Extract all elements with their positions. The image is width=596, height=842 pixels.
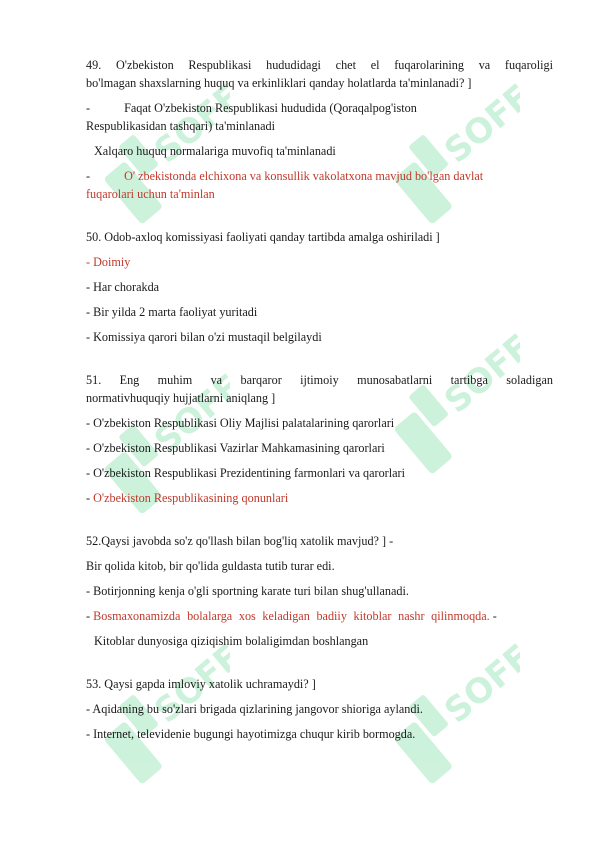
answer-49-c-cont: fuqarolari uchun ta'minlan — [86, 187, 215, 201]
answer-text: Faqat O'zbekiston Respublikasi hududida (Qoraqalpog'iston — [124, 101, 417, 115]
answer-49-a-cont: Respublikasidan tashqari) ta'minlanadi — [86, 119, 276, 133]
answer-53-b: - Internet, televidenie bugungi hayotimizga chuqur kirib bormogda. — [86, 727, 416, 741]
answer-50-a-correct: - Doimiy — [86, 255, 131, 269]
answer-50-d: - Komissiya qarori bilan o'zi mustaqil belgilaydi — [86, 330, 322, 344]
answer-51-b: - O'zbekiston Respublikasi Vazirlar Mahkamasining qarorlari — [86, 441, 385, 455]
answer-51-c: - O'zbekiston Respublikasi Prezidentining farmonlari va qarorlari — [86, 466, 405, 480]
svg-text:SOFF: SOFF — [147, 640, 230, 732]
question-51-cont: normativhuquqiy hujjatlarni aniqlang ] — [86, 391, 276, 405]
answer-51-d-correct — [86, 489, 553, 507]
svg-text:SOFF: SOFF — [147, 80, 230, 172]
answer-tail: - — [489, 609, 497, 623]
question-51: 51. Eng muhim va barqaror ijtimoiy munosabatlarni tartibga soladigan — [86, 373, 553, 387]
answer-51-a: - O'zbekiston Respublikasi Oliy Majlisi palatalarining qarorlari — [86, 416, 395, 430]
answer-text: O'zbekiston Respublikasining qonunlari — [93, 491, 289, 505]
question-50: 50. Odob-axloq komissiyasi faoliyati qanday tartibda amalga oshiriladi ] — [86, 230, 440, 244]
document-body — [86, 56, 553, 750]
answer-52-d: Kitoblar dunyosiga qiziqishim bolaligimdan boshlangan — [94, 634, 369, 648]
answer-dash: - — [86, 491, 94, 505]
answer-dash: - — [86, 169, 91, 183]
answer-49-a — [86, 99, 553, 117]
answer-dash: - — [86, 609, 94, 623]
answer-50-b: - Har chorakda — [86, 280, 160, 294]
answer-52-c-correct — [86, 607, 553, 625]
answer-52-b: - Botirjonning kenja o'gli sportning karate turi bilan shug'ullanadi. — [86, 584, 409, 598]
answer-49-b: Xalqaro huquq normalariga muvofiq ta'minlanadi — [94, 144, 336, 158]
question-49: 49. O'zbekiston Respublikasi hududidagi chet el fuqarolarining va fuqaroligi — [86, 58, 553, 72]
question-53: 53. Qaysi gapda imloviy xatolik uchramaydi? ] — [86, 677, 316, 691]
answer-text: O' zbekistonda elchixona va konsullik vakolatxona mavjud bo'lgan davlat — [124, 169, 484, 183]
answer-52-a: Bir qolida kitob, bir qo'lida guldasta tutib turar edi. — [86, 559, 335, 573]
answer-53-a: - Aqidaning bu so'zlari brigada qizlarining jangovor shioriga aylandi. — [86, 702, 423, 716]
answer-49-c-correct — [86, 167, 553, 185]
svg-text:SOFF: SOFF — [147, 370, 230, 462]
question-52: 52.Qaysi javobda so'z qo'llash bilan bog'liq xatolik mavjud? ] - — [86, 534, 394, 548]
answer-dash: - — [86, 101, 91, 115]
svg-text:SOFF: SOFF — [437, 80, 520, 172]
svg-text:SOFF: SOFF — [437, 640, 520, 732]
svg-text:SOFF: SOFF — [437, 330, 520, 422]
question-49-cont: bo'lmagan shaxslarning huquq va erkinliklari qanday holatlarda ta'minlanadi? ] — [86, 76, 472, 90]
answer-text: Bosmaxonamizda bolalarga xos keladigan badiiy kitoblar nashr qilinmoqda. — [93, 609, 490, 623]
answer-50-c: - Bir yilda 2 marta faoliyat yuritadi — [86, 305, 258, 319]
